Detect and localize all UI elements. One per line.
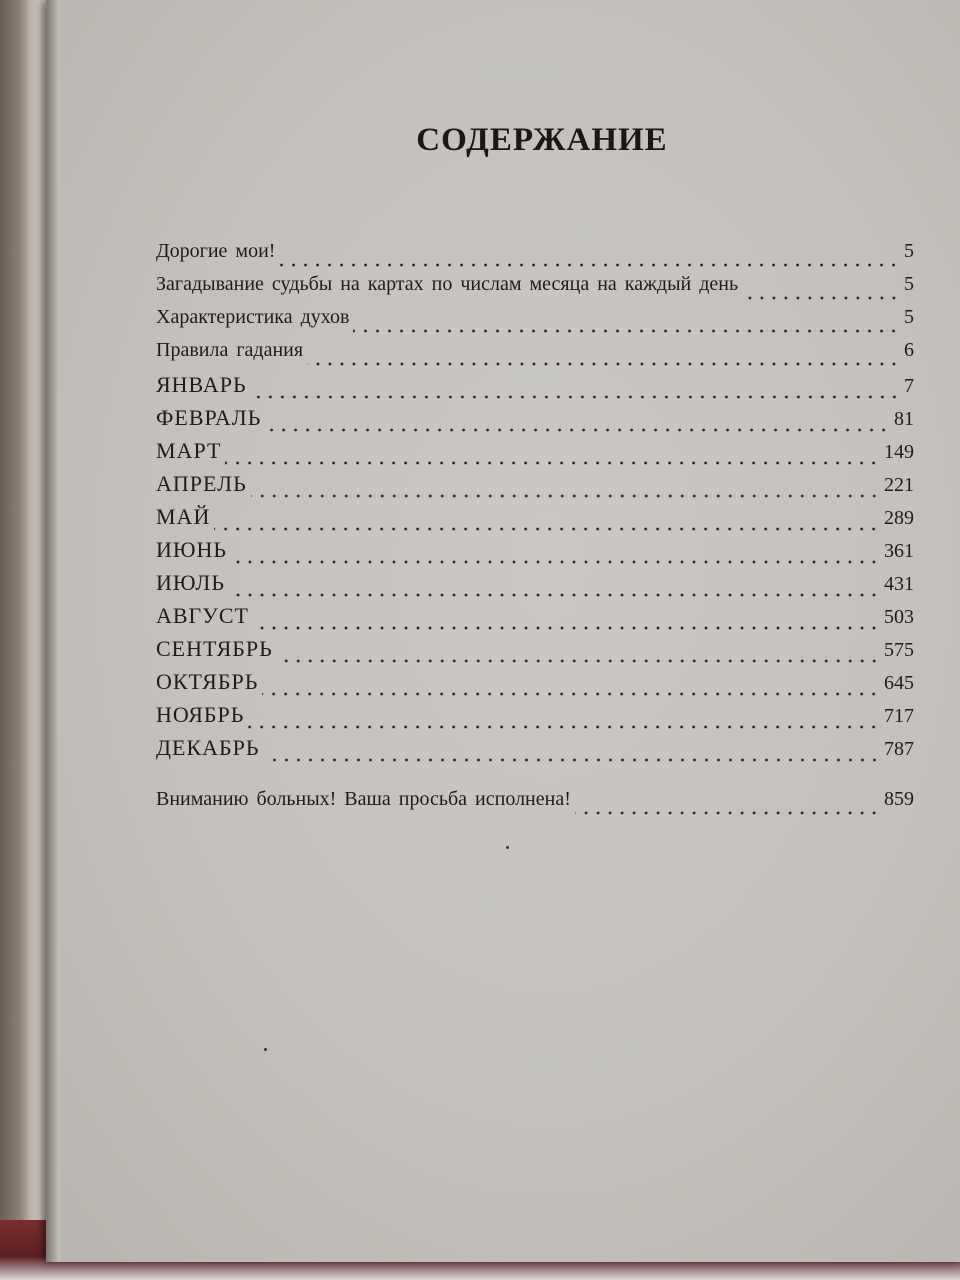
paper-speck <box>264 1048 267 1051</box>
dot-leader <box>248 725 880 729</box>
toc-entry <box>156 273 914 306</box>
dot-leader <box>307 362 900 366</box>
toc-entry-label: МАРТ <box>156 438 222 463</box>
dot-leader <box>229 593 880 597</box>
toc-entry-page-number: 7 <box>904 375 914 397</box>
dot-leader <box>225 461 880 465</box>
dot-leader <box>251 395 900 399</box>
toc-entry-page-number: 575 <box>884 639 914 661</box>
dot-leader <box>575 811 880 815</box>
toc-entry-label: ЯНВАРЬ <box>156 372 247 397</box>
toc-entry-page-number: 149 <box>884 441 914 463</box>
toc-entry <box>156 570 914 603</box>
dot-leader <box>277 659 880 663</box>
toc-entry-page-number: 361 <box>884 540 914 562</box>
toc-entry <box>156 372 914 405</box>
toc-entry <box>156 405 914 438</box>
dot-leader <box>214 527 880 531</box>
toc-entry-page-number: 5 <box>904 306 914 328</box>
toc-entry-page-number: 289 <box>884 507 914 529</box>
toc-entry <box>156 438 914 471</box>
toc-entry-label: Вниманию больных! Ваша просьба исполнена! <box>156 788 571 810</box>
toc-entry <box>156 240 914 273</box>
dot-leader <box>251 494 880 498</box>
table-of-contents <box>156 240 914 821</box>
toc-entry <box>156 603 914 636</box>
toc-entry <box>156 669 914 702</box>
toc-entry-page-number: 645 <box>884 672 914 694</box>
toc-entry <box>156 471 914 504</box>
toc-entry <box>156 702 914 735</box>
dot-leader <box>279 263 900 267</box>
dot-leader <box>353 329 900 333</box>
toc-entry-page-number: 81 <box>894 408 914 430</box>
toc-entry-page-number: 717 <box>884 705 914 727</box>
toc-entry-label: Загадывание судьбы на картах по числам месяца на каждый день <box>156 273 739 295</box>
dot-leader <box>231 560 880 564</box>
page-title: СОДЕРЖАНИЕ <box>416 122 668 158</box>
toc-entry <box>156 636 914 669</box>
toc-entry-label: СЕНТЯБРЬ <box>156 636 273 661</box>
toc-entry <box>156 306 914 339</box>
toc-entry <box>156 537 914 570</box>
toc-entry-label: Правила гадания <box>156 339 304 361</box>
toc-entry-page-number: 221 <box>884 474 914 496</box>
toc-entry-label: ИЮНЬ <box>156 537 228 562</box>
toc-entry-page-number: 5 <box>904 240 914 262</box>
toc-entry <box>156 735 914 768</box>
toc-entry-label: НОЯБРЬ <box>156 702 245 727</box>
toc-entry <box>156 788 914 821</box>
dot-leader <box>265 428 890 432</box>
toc-entry-page-number: 859 <box>884 788 914 810</box>
toc-entry <box>156 339 914 372</box>
dot-leader <box>264 758 880 762</box>
page-gutter <box>46 0 60 1262</box>
toc-entry-label: МАЙ <box>156 504 211 529</box>
toc-entry-page-number: 503 <box>884 606 914 628</box>
toc-entry-label: АПРЕЛЬ <box>156 471 247 496</box>
toc-entry-label: Характеристика духов <box>156 306 350 328</box>
toc-entry-page-number: 6 <box>904 339 914 361</box>
toc-entry-label: Дорогие мои! <box>156 240 276 262</box>
paper-speck <box>506 846 509 849</box>
dot-leader <box>262 692 880 696</box>
toc-entry-page-number: 5 <box>904 273 914 295</box>
toc-entry-label: АВГУСТ <box>156 603 249 628</box>
dot-leader <box>253 626 880 630</box>
toc-entry-label: ДЕКАБРЬ <box>156 735 260 760</box>
toc-entry-page-number: 787 <box>884 738 914 760</box>
dot-leader <box>742 296 900 300</box>
toc-entry-label: ИЮЛЬ <box>156 570 225 595</box>
toc-entry-label: ФЕВРАЛЬ <box>156 405 262 430</box>
toc-entry-page-number: 431 <box>884 573 914 595</box>
toc-entry-label: ОКТЯБРЬ <box>156 669 259 694</box>
toc-entry <box>156 504 914 537</box>
